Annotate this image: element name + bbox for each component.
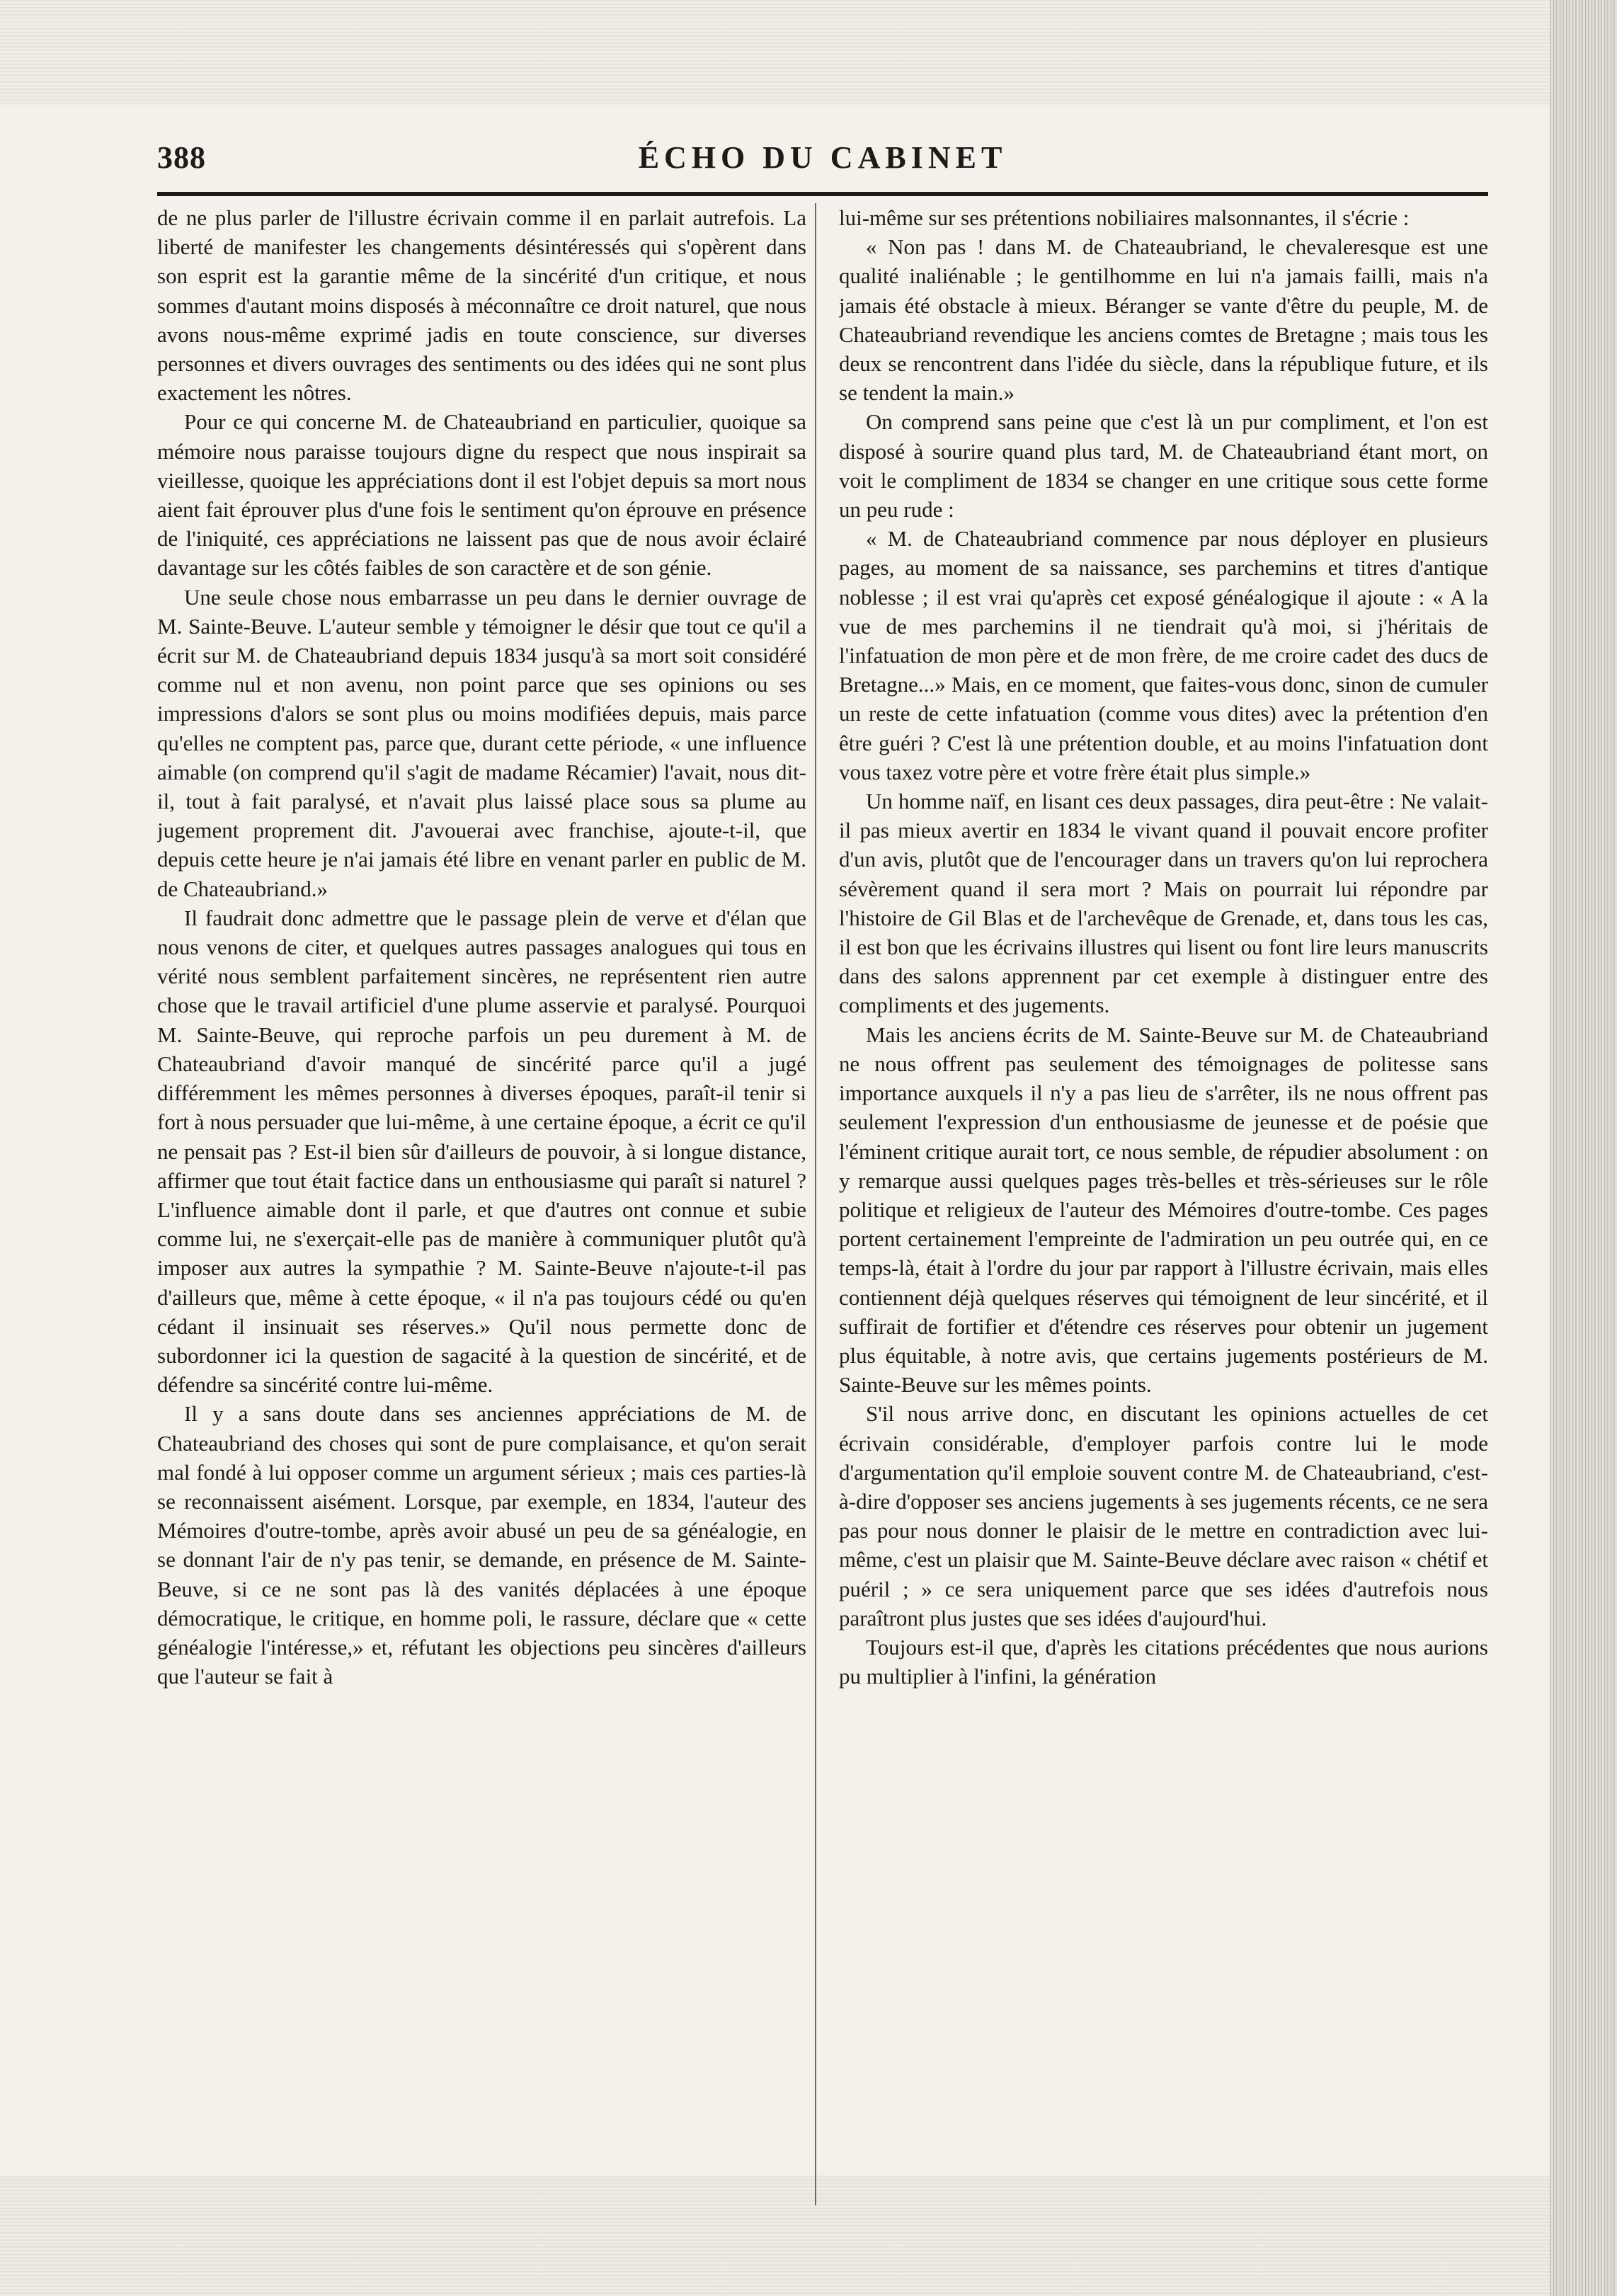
paragraph: « Non pas ! dans M. de Chateaubriand, le chevaleresque est une qualité inaliénable ; le gentilhomme en lui n'a jamais failli, mais n'a jamais été obstacle à mieux. Béranger se vante d'être du peuple, M. de Chateaubriand revendique les anciens comtes de Bretagne ; mais tous les deux se rencontrent dans l'idée du siècle, dans la république future, et ils se tendent la main.» xyxy=(839,234,1488,406)
paragraph: Il faudrait donc admettre que le passage plein de verve et d'élan que nous venons de citer, et quelques autres passages analogues qui tous en vérité nous semblent parfaitement sincères, ne représentent rien autre chose que le travail artificiel d'une plume asservie et paralysé. Pourquoi M. Sainte-Beuve, qui reproche parfois un peu durement à M. de Chateaubriand d'avoir manqué de sincérité parce qu'il a jugé différemment les mêmes personnes à diverses époques, paraît-il tenir si fort à nous persuader que lui-même, à une certaine époque, a écrit ce qu'il ne pensait pas ? Est-il bien sûr d'ailleurs de pouvoir, à si longue distance, affirmer que tout était factice dans un enthousiasme qui paraît si naturel ? L'influence aimable dont il parle, et que d'autres ont connue et subie comme lui, ne s'exerçait-elle pas de manière à communiquer plutôt qu'à imposer aux autres la sympathie ? M. Sainte-Beuve n'ajoute-t-il pas d'ailleurs que, même à cette époque, « il n'a pas toujours cédé ou qu'en cédant il insinuait ses réserves.» Qu'il nous permette donc de subordonner ici la question de sagacité à la question de sincérité, et de défendre sa sincérité contre lui-même. xyxy=(157,905,806,1398)
paragraph: On comprend sans peine que c'est là un pur compliment, et l'on est disposé à sourire quand plus tard, M. de Chateaubriand étant mort, on voit le compliment de 1834 se changer en une critique sous cette forme un peu rude : xyxy=(839,409,1488,522)
paragraph: lui-même sur ses prétentions nobiliaires malsonnantes, il s'écrie : xyxy=(839,205,1410,230)
paragraph: Un homme naïf, en lisant ces deux passages, dira peut-être : Ne valait-il pas mieux avertir en 1834 le vivant quand il pouvait encore profiter d'un avis, plutôt que de l'encourager dans un travers qu'on lui reprochera sévèrement quand il sera mort ? Mais on pourrait lui répondre par l'histoire de Gil Blas et de l'archevêque de Grenade, et, dans tous les cas, il est bon que les écrivains illustres qui lisent ou font lire leurs manuscrits dans des salons apprennent par cet exemple à distinguer entre des compliments et des jugements. xyxy=(839,789,1488,1018)
left-column xyxy=(157,203,816,2205)
scan-top-shading xyxy=(0,0,1558,106)
scan-right-edge xyxy=(1550,0,1617,2296)
page-header xyxy=(157,131,1488,188)
right-column xyxy=(839,203,1488,2205)
document-page xyxy=(157,131,1488,2205)
header-rule xyxy=(157,192,1488,196)
running-title: ÉCHO DU CABINET xyxy=(638,140,1007,175)
paragraph: « M. de Chateaubriand commence par nous déployer en plusieurs pages, au moment de sa naissance, ses parchemins et titres d'antique noblesse ; il est vrai qu'après cet exposé généalogique il ajoute : « A la vue de mes parchemins il ne tiendrait qu'à moi, si j'héritais de l'infatuation de mon père et de mon frère, de me croire cadet des ducs de Bretagne...» Mais, en ce moment, que faites-vous donc, sinon de cumuler un reste de cette infatuation (comme vous dites) avec la prétention d'en être guéri ? C'est là une prétention double, et au moins l'infatuation dont vous taxez votre père et votre frère était plus simple.» xyxy=(839,526,1488,784)
paragraph: Mais les anciens écrits de M. Sainte-Beuve sur M. de Chateaubriand ne nous offrent pas seulement des témoignages de politesse sans importance auxquels il n'y a pas lieu de s'arrêter, ils ne nous offrent pas seulement l'expression d'un enthousiasme de jeunesse et de poésie que l'éminent critique aurait tort, ce nous semble, de répudier absolument : on y remarque aussi quelques pages très-belles et très-sérieuses sur le rôle politique et religieux de l'auteur des Mémoires d'outre-tombe. Ces pages portent certainement l'empreinte de l'admiration un peu outrée qui, en ce temps-là, était à l'ordre du jour par rapport à l'illustre écrivain, mais elles contiennent déjà quelques réserves qui témoignent de leur sincérité, et il suffirait de fortifier et d'étendre ces réserves pour obtenir un jugement plus équitable, à notre avis, que certains jugements postérieurs de M. Sainte-Beuve sur les mêmes points. xyxy=(839,1022,1488,1398)
page-number: 388 xyxy=(157,140,206,175)
paragraph: Il y a sans doute dans ses anciennes appréciations de M. de Chateaubriand des choses qui sont de pure complaisance, et qu'on serait mal fondé à lui opposer comme un argument sérieux ; mais ces parties-là se reconnaissent aisément. Lorsque, par exemple, en 1834, l'auteur des Mémoires d'outre-tombe, après avoir abusé un peu de sa généalogie, en se donnant l'air de n'y pas tenir, se demande, en présence de M. Sainte-Beuve, si ce ne sont pas là des vanités déplacées à une époque démocratique, le critique, en homme poli, le rassure, déclare que « cette généalogie l'intéresse,» et, réfutant les objections peu sincères d'ailleurs que l'auteur se fait à xyxy=(157,1401,806,1689)
paragraph: Pour ce qui concerne M. de Chateaubriand en particulier, quoique sa mémoire nous paraisse toujours digne du respect que nous inspirait sa vieillesse, quoique les appréciations dont il est l'objet depuis sa mort nous aient fait éprouver plus d'une fois le sentiment qu'on éprouve en présence de l'iniquité, ces appréciations ne laissent pas que de nous avoir éclairé davantage sur les côtés faibles de son caractère et de son génie. xyxy=(157,409,806,581)
text-columns xyxy=(157,203,1488,2205)
paragraph: Une seule chose nous embarrasse un peu dans le dernier ouvrage de M. Sainte-Beuve. L'auteur semble y témoigner le désir que tout ce qu'il a écrit sur M. de Chateaubriand depuis 1834 jusqu'à sa mort soit considéré comme nul et non avenu, non point parce que ses opinions ou ses impressions d'alors se sont plus ou moins modifiées depuis, mais parce qu'elles ne comptent pas, parce que, durant cette période, « une influence aimable (on comprend qu'il s'agit de madame Récamier) l'avait, nous dit-il, tout à fait paralysé, et n'avait plus laissé place sous sa plume au jugement proprement dit. J'avouerai avec franchise, ajoute-t-il, que depuis cette heure je n'ai jamais été libre en venant parler en public de M. de Chateaubriand.» xyxy=(157,584,806,901)
paragraph: de ne plus parler de l'illustre écrivain comme il en parlait autrefois. La liberté de manifester les changements désintéressés qui s'opèrent dans son esprit est la garantie même de la sincérité d'un critique, et nous sommes d'autant moins disposés à méconnaître ce droit naturel, que nous avons nous-même exprimé jadis en toute conscience, sur diverses personnes et divers ouvrages des sentiments ou des idées qui ne sont plus exactement les nôtres. xyxy=(157,205,806,406)
paragraph: S'il nous arrive donc, en discutant les opinions actuelles de cet écrivain considérable, d'employer parfois contre lui le mode d'argumentation qu'il emploie souvent contre M. de Chateaubriand, c'est-à-dire d'opposer ses anciens jugements à ses jugements récents, ce ne sera pas pour nous donner le plaisir de le mettre en contradiction avec lui-même, c'est un plaisir que M. Sainte-Beuve déclare avec raison « chétif et puéril ; » ce sera uniquement parce que ses idées d'autrefois nous paraîtront plus justes que ses idées d'aujourd'hui. xyxy=(839,1401,1488,1630)
paragraph: Toujours est-il que, d'après les citations précédentes que nous aurions pu multiplier à l'infini, la génération xyxy=(839,1634,1488,1689)
